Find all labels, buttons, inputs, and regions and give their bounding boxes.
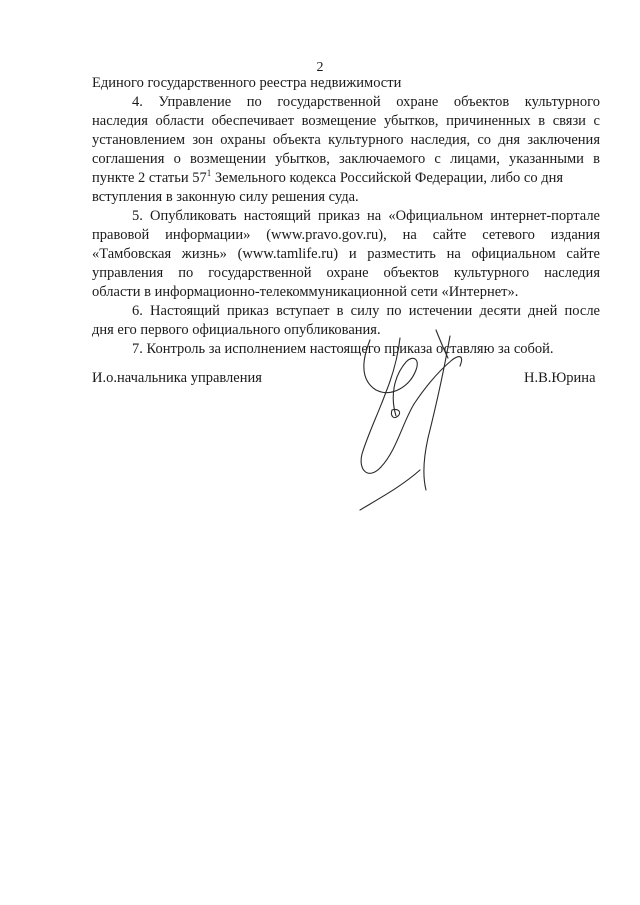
paragraph-5-line: управления по государственной охране объектов культурного наследия — [92, 265, 600, 281]
document-body — [92, 74, 600, 359]
paragraph-5-line: правовой информации» (www.pravo.gov.ru), на сайте сетевого издания — [92, 227, 600, 243]
paragraph-6-line: 6. Настоящий приказ вступает в силу по истечении десяти дней после — [132, 303, 600, 319]
paragraph-4-line: наследия области обеспечивает возмещение убытков, причиненных в связи с — [92, 113, 600, 129]
page-number: 2 — [316, 60, 324, 75]
continuation-line: Единого государственного реестра недвижимости — [92, 75, 402, 91]
paragraph-5 — [92, 207, 600, 302]
paragraph-5-line: 5. Опубликовать настоящий приказ на «Официальном интернет-портале — [132, 208, 600, 224]
paragraph-5-line: области в информационно-телекоммуникационной сети «Интернет». — [92, 284, 519, 300]
paragraph-4-line: 4. Управление по государственной охране объектов культурного — [132, 94, 600, 110]
paragraph-5-line: «Тамбовская жизнь» (www.tamlife.ru) и разместить на официальном сайте — [92, 246, 600, 262]
paragraph-4-line: установлением зон охраны объекта культурного наследия, со дня заключения — [92, 132, 600, 148]
signatory-position: И.о.начальника управления — [92, 370, 262, 386]
paragraph-4-line: вступления в законную силу решения суда. — [92, 189, 359, 205]
paragraph-7-line: 7. Контроль за исполнением настоящего приказа оставляю за собой. — [132, 341, 554, 357]
superscript: 1 — [206, 168, 212, 178]
signatory-name: Н.В.Юрина — [524, 370, 596, 386]
paragraph-4 — [92, 93, 600, 207]
handwritten-signature — [340, 320, 490, 520]
paragraph-4-line: соглашения о возмещении убытков, заключаемого с лицами, указанными в — [92, 151, 600, 167]
land-code-reference: Земельного кодекса Российской Федерации, либо со дня — [211, 170, 563, 186]
article-reference: пункте 2 статьи 57 — [92, 170, 207, 186]
paragraph-6-line: дня его первого официального опубликования. — [92, 322, 381, 338]
paragraph-4-line — [92, 169, 600, 188]
